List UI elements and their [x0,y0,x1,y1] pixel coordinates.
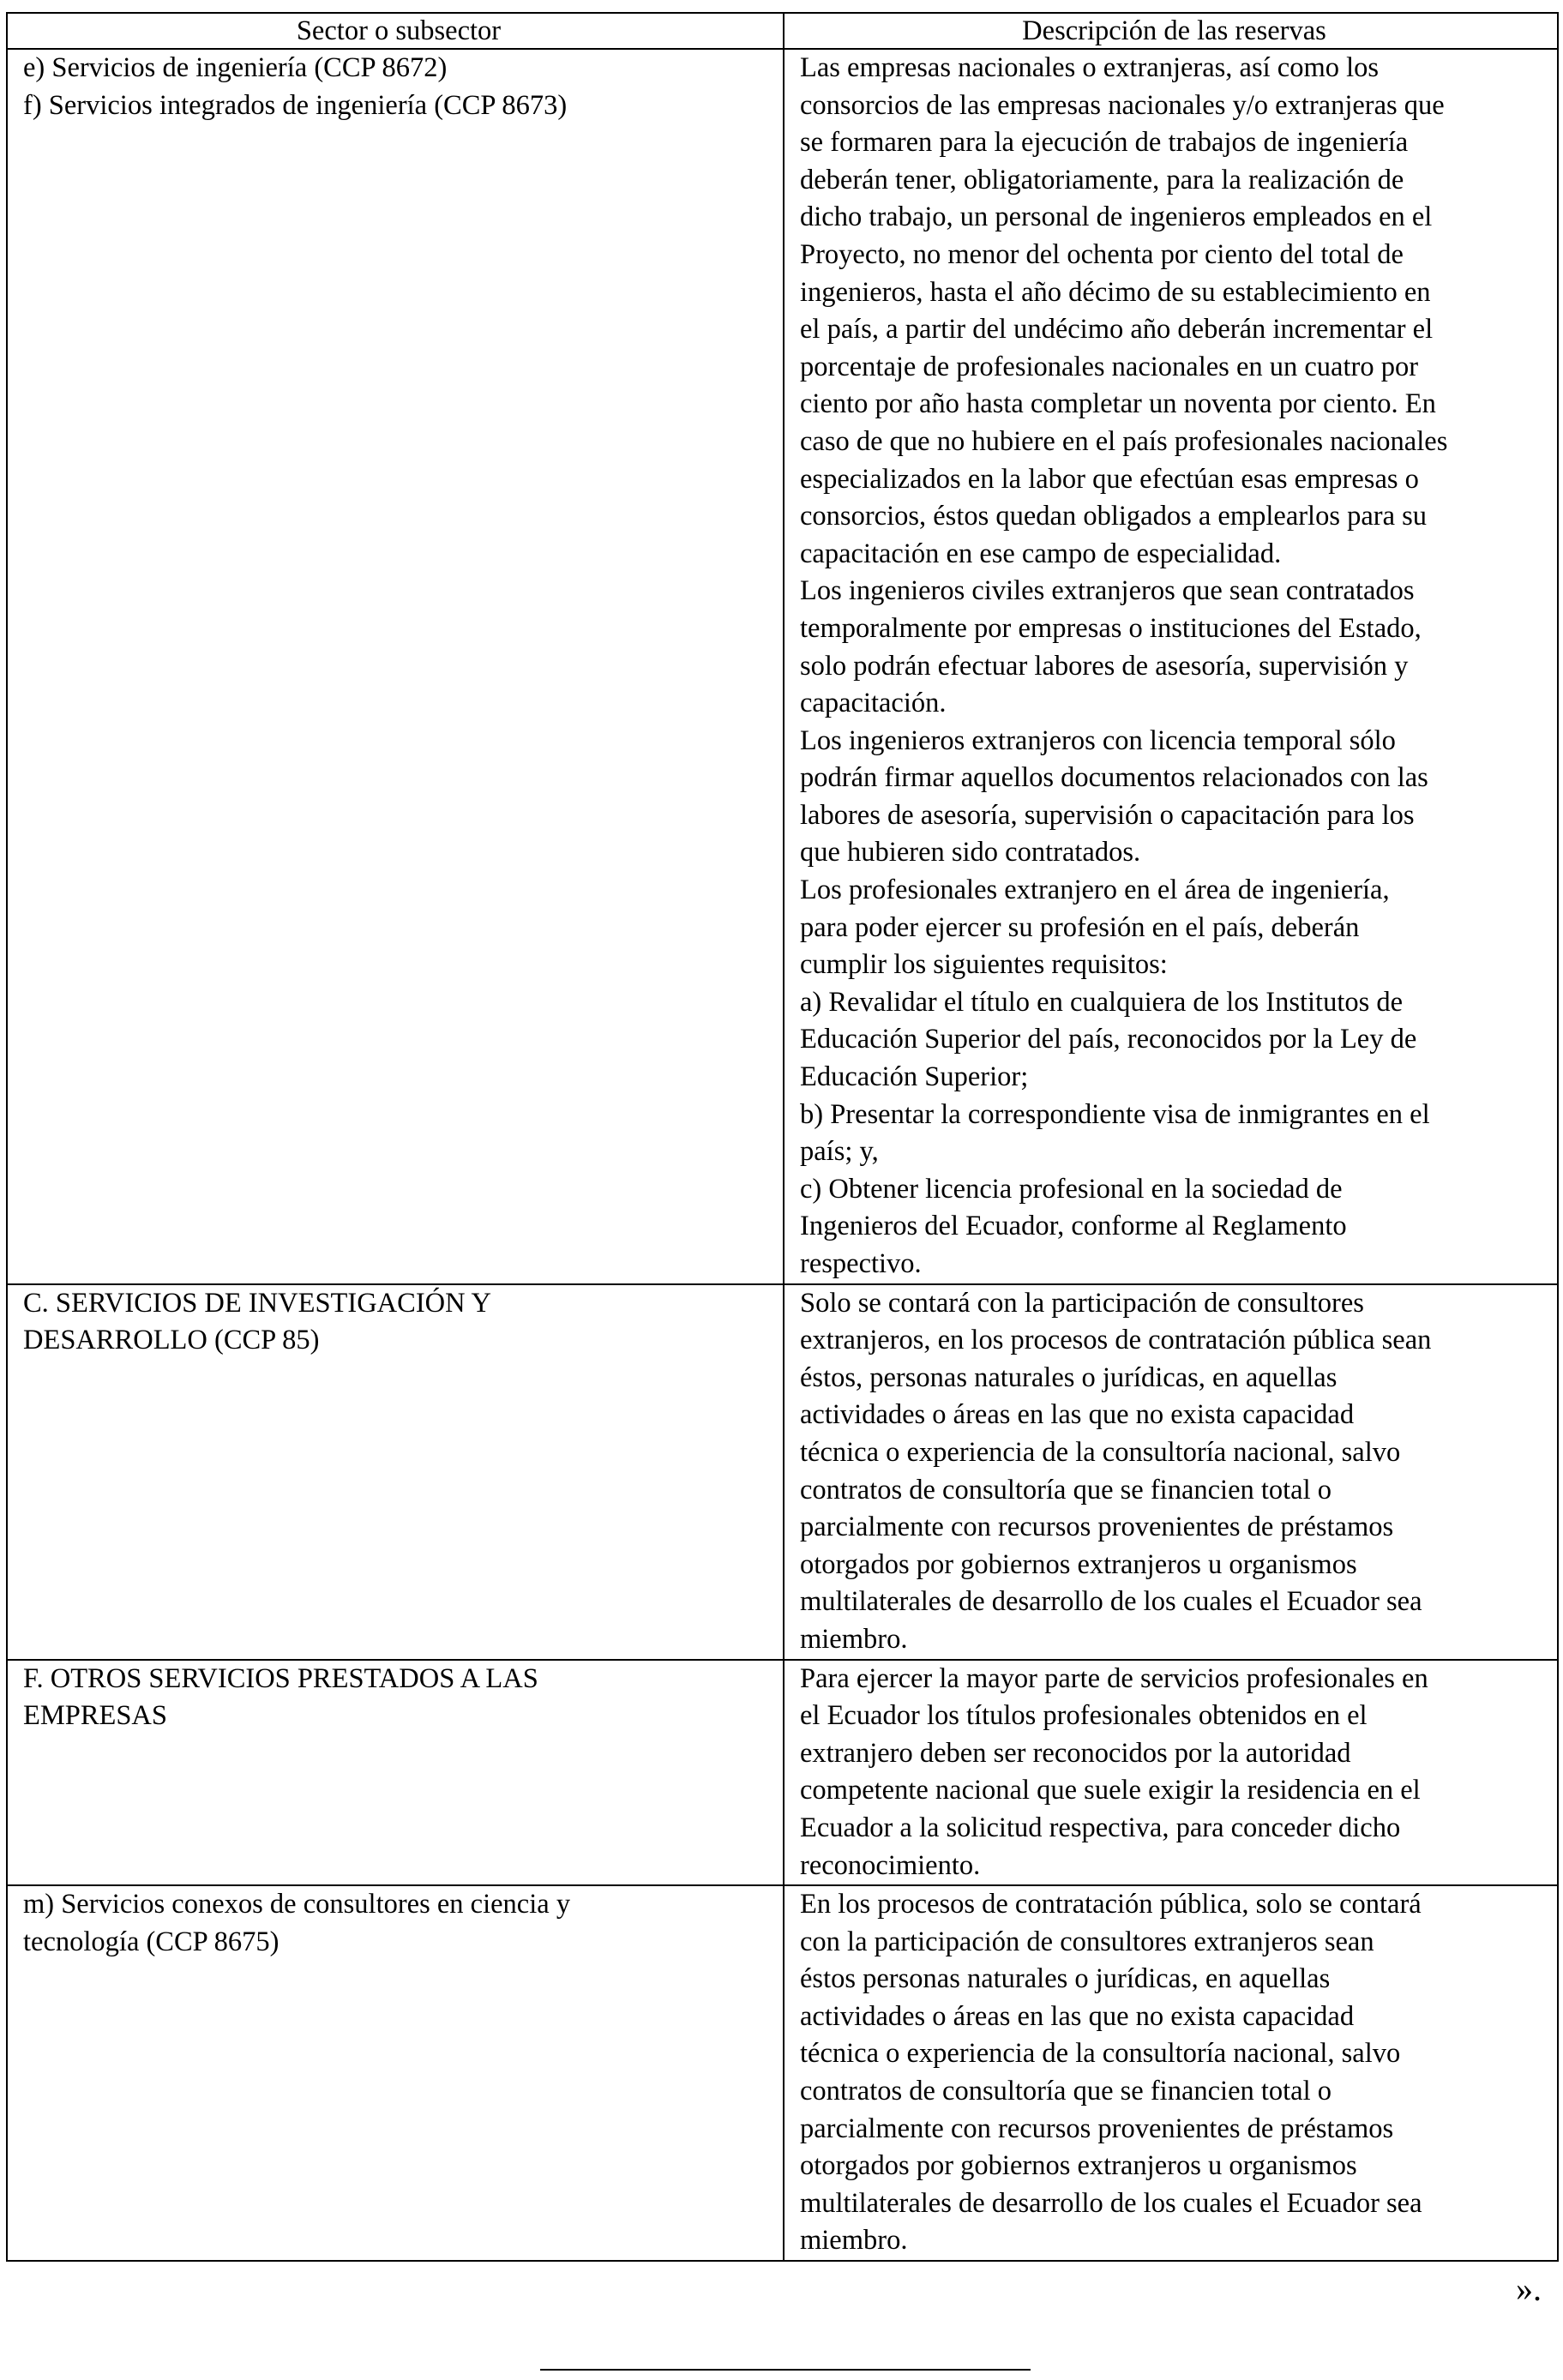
description-line: el Ecuador los títulos profesionales obtenidos en el [800,1700,1368,1732]
description-line: Solo se contará con la participación de consultores [800,1287,1364,1319]
description-line: contratos de consultoría que se financien total o [800,1474,1332,1506]
description-line: c) Obtener licencia profesional en la sociedad de [800,1173,1343,1205]
description-line: Ecuador a la solicitud respectiva, para conceder dicho [800,1812,1401,1843]
sector-cell [7,49,784,1284]
description-line: cumplir los siguientes requisitos: [800,949,1168,981]
description-line: Los ingenieros civiles extranjeros que sean contratados [800,575,1415,607]
description-cell [784,49,1558,1284]
description-line: competente nacional que suele exigir la residencia en el [800,1775,1421,1806]
table-row [7,1660,1558,1886]
description-line: el país, a partir del undécimo año deberán incrementar el [800,314,1434,346]
description-cell [784,1885,1558,2261]
description-line: ciento por año hasta completar un noventa por ciento. En [800,388,1436,420]
description-line: Las empresas nacionales o extranjeras, así como los [800,52,1380,83]
description-line: otorgados por gobiernos extranjeros u organismos [800,2150,1357,2182]
description-line: caso de que no hubiere en el país profesionales nacionales [800,425,1448,457]
description-cell [784,1284,1558,1660]
description-line: miembro. [800,1623,908,1655]
description-line: actividades o áreas en las que no exista capacidad [800,1399,1355,1431]
description-line: extranjero deben ser reconocidos por la autoridad [800,1737,1351,1769]
description-line: Los ingenieros extranjeros con licencia temporal sólo [800,724,1396,756]
description-line: Ingenieros del Ecuador, conforme al Reglamento [800,1211,1347,1242]
description-line: reconocimiento. [800,1849,981,1881]
footer-rule [540,2369,1031,2371]
table-header-row [7,13,1558,49]
table-row [7,1284,1558,1660]
description-line: Los profesionales extranjero en el área de ingeniería, [800,874,1390,906]
column-header-description: Descripción de las reservas [784,13,1558,49]
sector-line: tecnología (CCP 8675) [23,1926,280,1957]
description-line: respectivo. [800,1248,922,1279]
column-header-sector: Sector o subsector [7,13,784,49]
description-line: b) Presentar la correspondiente visa de inmigrantes en el [800,1098,1430,1130]
description-line: Educación Superior del país, reconocidos por la Ley de [800,1024,1417,1055]
description-line: multilaterales de desarrollo de los cuales el Ecuador sea [800,1586,1422,1618]
description-line: éstos personas naturales o jurídicas, en aquellas [800,1963,1331,1995]
description-line: porcentaje de profesionales nacionales en un cuatro por [800,351,1419,382]
description-line: Proyecto, no menor del ochenta por ciento del total de [800,238,1404,270]
closing-quote-mark: ». [1516,2269,1542,2308]
description-line: solo podrán efectuar labores de asesoría, supervisión y [800,650,1409,682]
description-line: técnica o experiencia de la consultoría nacional, salvo [800,2038,1401,2070]
description-line: podrán firmar aquellos documentos relacionados con las [800,762,1428,794]
description-line: actividades o áreas en las que no exista capacidad [800,2000,1355,2032]
sector-line: DESARROLLO (CCP 85) [23,1325,320,1356]
description-line: país; y, [800,1136,879,1168]
description-line: capacitación. [800,688,947,719]
description-line: técnica o experiencia de la consultoría nacional, salvo [800,1436,1401,1468]
sector-cell [7,1284,784,1660]
description-line: miembro. [800,2225,908,2257]
description-line: temporalmente por empresas o instituciones del Estado, [800,612,1422,644]
description-line: especializados en la labor que efectúan esas empresas o [800,463,1419,495]
description-line: Educación Superior; [800,1061,1029,1093]
description-cell [784,1660,1558,1886]
table-row [7,1885,1558,2261]
description-line: a) Revalidar el título en cualquiera de los Institutos de [800,986,1404,1018]
description-line: otorgados por gobiernos extranjeros u organismos [800,1548,1357,1580]
description-line: Para ejercer la mayor parte de servicios profesionales en [800,1662,1428,1694]
sector-line: C. SERVICIOS DE INVESTIGACIÓN Y [23,1287,491,1319]
sector-cell [7,1660,784,1886]
sector-line: m) Servicios conexos de consultores en ciencia y [23,1889,571,1920]
sector-line: f) Servicios integrados de ingeniería (CCP 8673) [23,89,568,121]
description-line: éstos, personas naturales o jurídicas, en aquellas [800,1361,1338,1393]
sector-line: F. OTROS SERVICIOS PRESTADOS A LAS [23,1662,538,1694]
description-line: con la participación de consultores extranjeros sean [800,1926,1374,1957]
reservations-table [6,12,1559,2262]
description-line: parcialmente con recursos provenientes de préstamos [800,1512,1394,1543]
description-line: que hubieren sido contratados. [800,837,1141,868]
description-line: extranjeros, en los procesos de contratación pública sean [800,1325,1432,1356]
description-line: dicho trabajo, un personal de ingenieros empleados en el [800,201,1433,233]
description-line: capacitación en ese campo de especialidad. [800,538,1282,569]
description-line: deberán tener, obligatoriamente, para la realización de [800,164,1404,195]
description-line: contratos de consultoría que se financien total o [800,2076,1332,2107]
table-row [7,49,1558,1284]
description-line: multilaterales de desarrollo de los cuales el Ecuador sea [800,2187,1422,2219]
description-line: En los procesos de contratación pública, solo se contará [800,1889,1422,1920]
description-line: labores de asesoría, supervisión o capacitación para los [800,799,1415,831]
description-line: se formaren para la ejecución de trabajos de ingeniería [800,127,1409,159]
description-line: consorcios de las empresas nacionales y/o extranjeras que [800,89,1445,121]
sector-line: EMPRESAS [23,1700,167,1732]
description-line: para poder ejercer su profesión en el país, deberán [800,911,1360,943]
description-line: parcialmente con recursos provenientes de préstamos [800,2113,1394,2144]
sector-line: e) Servicios de ingeniería (CCP 8672) [23,52,448,83]
sector-cell [7,1885,784,2261]
description-line: ingenieros, hasta el año décimo de su establecimiento en [800,276,1431,308]
description-line: consorcios, éstos quedan obligados a emplearlos para su [800,501,1428,532]
